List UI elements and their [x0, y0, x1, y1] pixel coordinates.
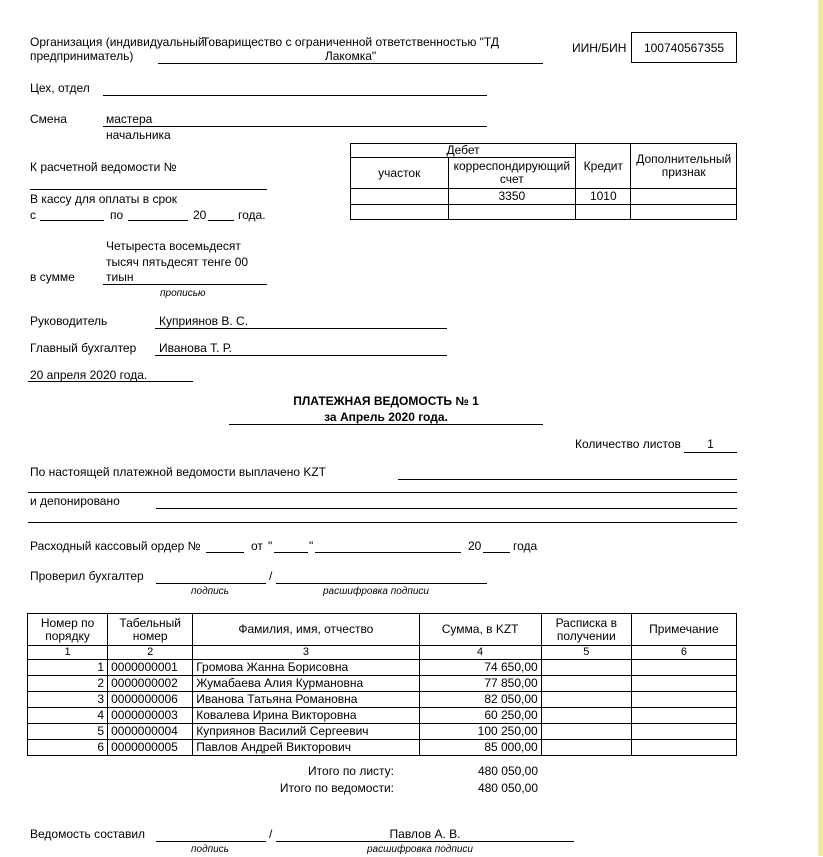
checked-slash: / [269, 569, 273, 583]
row-name: Громова Жанна Борисовна [193, 660, 419, 676]
sheets-count-value: 1 [707, 437, 714, 451]
checked-label: Проверил бухгалтер [30, 569, 144, 583]
col-number: 3 [193, 646, 419, 660]
table-row [28, 724, 737, 740]
extra-value [631, 189, 737, 205]
compiled-decode-line [276, 841, 574, 842]
credit-value: 1010 [576, 189, 631, 205]
table-row [28, 676, 737, 692]
doc-subtitle: за Апрель 2020 года. [324, 410, 448, 424]
row-name: Жумабаева Алия Курмановна [193, 676, 419, 692]
order-from-label: от [251, 539, 263, 553]
shift-underline [103, 126, 487, 127]
date-from-label: с [30, 208, 36, 222]
row-receipt [541, 724, 631, 740]
checked-signature-line [156, 583, 266, 584]
row-sum: 74 650,00 [419, 660, 541, 676]
section-value [351, 189, 449, 205]
col-header-receipt: Расписка в получении [541, 614, 631, 646]
total-sheet-value: 480 050,00 [477, 764, 538, 778]
window-edge [818, 0, 823, 856]
col-number: 2 [108, 646, 193, 660]
row-sum: 100 250,00 [419, 724, 541, 740]
doc-date: 20 апреля 2020 года. [30, 368, 148, 382]
row-tab-number: 0000000001 [108, 660, 193, 676]
date-to-line [128, 220, 188, 221]
col-number: 5 [541, 646, 631, 660]
row-receipt [541, 708, 631, 724]
debet-table [350, 143, 737, 220]
accountant-label: Главный бухгалтер [30, 341, 137, 355]
order-label: Расходный кассовый ордер № [30, 539, 201, 553]
sheet-ref-label: К расчетной ведомости № [30, 160, 177, 174]
total-sheet-label: Итого по листу: [308, 764, 394, 778]
head-name: Куприянов В. С. [159, 314, 249, 328]
col-header-note: Примечание [631, 614, 736, 646]
col-header-number: Номер по порядку [28, 614, 108, 646]
org-label-line2: предприниматель) [30, 49, 134, 63]
compiled-slash: / [269, 827, 273, 841]
extra-header: Дополнительный признак [631, 144, 737, 189]
compiled-decode-caption: расшифровка подписи [367, 844, 473, 855]
compiled-label: Ведомость составил [30, 827, 146, 841]
debet-header: Дебет [351, 144, 576, 158]
checked-signature-caption: подпись [191, 586, 229, 597]
order-day-line [274, 552, 308, 553]
row-tab-number: 0000000005 [108, 740, 193, 756]
corr-account-value-2 [448, 205, 576, 220]
year-suffix: года. [238, 208, 266, 222]
year-prefix: 20 [193, 208, 207, 222]
paid-underline-2 [28, 492, 737, 493]
row-name: Павлов Андрей Викторович [193, 740, 419, 756]
col-number: 4 [419, 646, 541, 660]
order-month-line [315, 552, 461, 553]
doc-date-underline [28, 381, 193, 382]
org-name-line1: Товарищество с ограниченной ответственностью "ТД [202, 35, 499, 49]
sum-words-line3: тиын [106, 270, 134, 284]
order-quote-close: " [309, 539, 314, 553]
shift-chief: начальника [106, 128, 171, 142]
paid-label: По настоящей платежной ведомости выплачено KZT [30, 465, 327, 479]
order-year-suffix: года [513, 539, 538, 553]
shift-label: Смена [30, 112, 67, 126]
row-receipt [541, 660, 631, 676]
row-name: Ковалева Ирина Викторовна [193, 708, 419, 724]
year-line [208, 220, 234, 221]
total-doc-value: 480 050,00 [477, 781, 538, 795]
table-row [28, 692, 737, 708]
row-name: Куприянов Василий Сергеевич [193, 724, 419, 740]
sheet-ref-underline [30, 189, 267, 190]
row-tab-number: 0000000006 [108, 692, 193, 708]
deposited-underline [156, 508, 737, 509]
row-tab-number: 0000000004 [108, 724, 193, 740]
iin-value: 100740567355 [643, 41, 725, 55]
row-receipt [541, 692, 631, 708]
row-note [631, 708, 736, 724]
sum-words-line2: тысяч пятьдесят тенге 00 [106, 255, 249, 269]
date-to-label: по [110, 208, 124, 222]
sum-label: в сумме [30, 270, 75, 284]
row-receipt [541, 740, 631, 756]
row-sum: 77 850,00 [419, 676, 541, 692]
iin-label: ИИН/БИН [572, 41, 627, 55]
head-label: Руководитель [30, 314, 108, 328]
table-row [28, 740, 737, 756]
deposited-label: и депонировано [30, 494, 120, 508]
section-value-2 [351, 205, 449, 220]
row-number: 1 [28, 660, 108, 676]
row-receipt [541, 676, 631, 692]
org-label-line1: Организация (индивидуальный [30, 35, 205, 49]
row-name: Иванова Татьяна Романовна [193, 692, 419, 708]
doc-title: ПЛАТЕЖНАЯ ВЕДОМОСТЬ № 1 [293, 394, 479, 408]
compiled-signature-line [156, 841, 266, 842]
date-from-line [40, 220, 104, 221]
sum-underline [103, 284, 267, 285]
sheets-count-label: Количество листов [575, 437, 681, 451]
row-tab-number: 0000000002 [108, 676, 193, 692]
row-sum: 60 250,00 [419, 708, 541, 724]
row-number: 5 [28, 724, 108, 740]
org-name-line2: Лакомка" [324, 49, 377, 63]
org-name-underline [158, 63, 543, 64]
table-row [28, 708, 737, 724]
row-note [631, 660, 736, 676]
deposited-underline-2 [28, 522, 737, 523]
title-underline [229, 424, 543, 425]
compiled-name: Павлов А. В. [389, 827, 461, 841]
corr-account-header: корреспондирующий счет [448, 158, 576, 189]
row-sum: 85 000,00 [419, 740, 541, 756]
row-number: 4 [28, 708, 108, 724]
row-sum: 82 050,00 [419, 692, 541, 708]
row-note [631, 692, 736, 708]
dept-label: Цех, отдел [30, 81, 90, 95]
compiled-signature-caption: подпись [191, 844, 229, 855]
order-number-line [206, 552, 244, 553]
row-note [631, 676, 736, 692]
row-number: 3 [28, 692, 108, 708]
head-underline [155, 328, 447, 329]
order-quote-open: " [268, 539, 273, 553]
iin-box [631, 32, 737, 63]
accountant-name: Иванова Т. Р. [159, 341, 232, 355]
cash-label: В кассу для оплаты в срок [30, 192, 178, 206]
order-year-line [483, 552, 510, 553]
checked-decode-caption: расшифровка подписи [323, 586, 429, 597]
sum-words-line1: Четыреста восемьдесят [106, 239, 241, 253]
sheets-count-underline [684, 452, 737, 453]
col-header-sum: Сумма, в KZT [419, 614, 541, 646]
credit-value-2 [576, 205, 631, 220]
corr-account-value: 3350 [448, 189, 576, 205]
paid-underline [398, 479, 737, 480]
col-number: 6 [631, 646, 736, 660]
extra-value-2 [631, 205, 737, 220]
shift-master: мастера [106, 112, 153, 126]
row-note [631, 740, 736, 756]
section-header: участок [351, 158, 449, 189]
order-year-prefix: 20 [468, 539, 482, 553]
sum-caption: прописью [160, 288, 206, 299]
row-number: 2 [28, 676, 108, 692]
col-number: 1 [28, 646, 108, 660]
payroll-table [27, 613, 737, 756]
credit-header: Кредит [576, 144, 631, 189]
total-doc-label: Итого по ведомости: [279, 781, 394, 795]
row-number: 6 [28, 740, 108, 756]
col-header-name: Фамилия, имя, отчество [193, 614, 419, 646]
accountant-underline [155, 355, 447, 356]
row-tab-number: 0000000003 [108, 708, 193, 724]
col-header-tab-number: Табельный номер [108, 614, 193, 646]
table-row [28, 660, 737, 676]
checked-decode-line [276, 583, 487, 584]
dept-underline [103, 95, 487, 96]
row-note [631, 724, 736, 740]
